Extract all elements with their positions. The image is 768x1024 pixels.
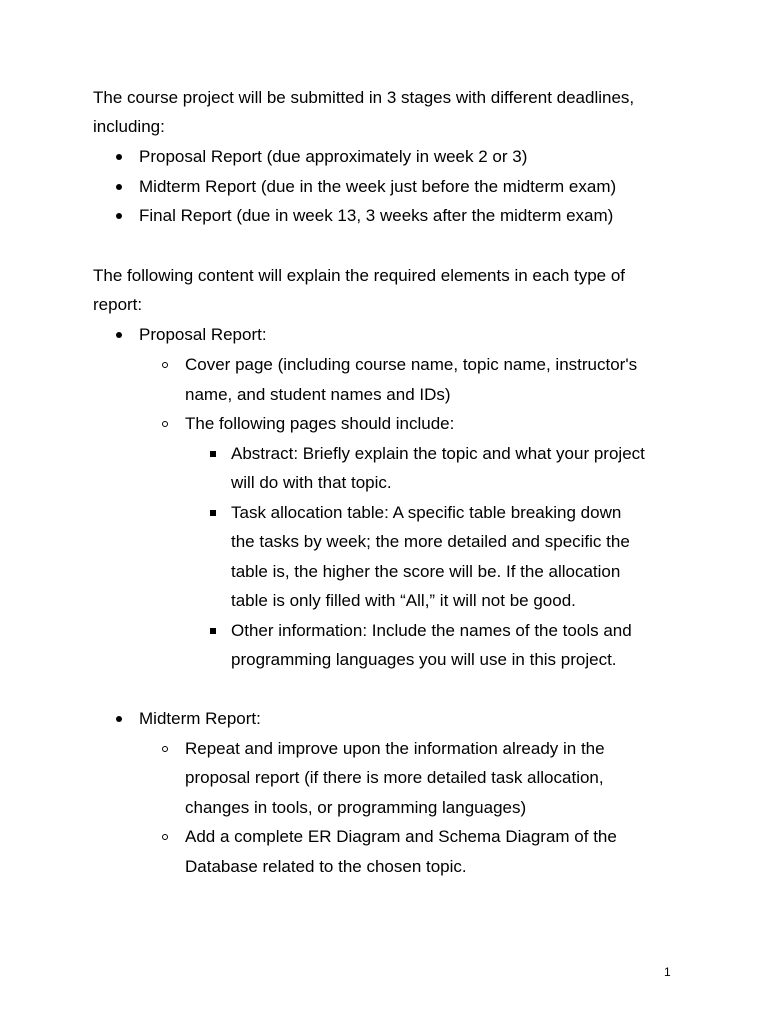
bullet-disc-icon — [116, 716, 122, 722]
proposal-task-line-3: table is, the higher the score will be. If the allocation — [231, 562, 621, 581]
midterm-add-line-2: Database related to the chosen topic. — [185, 857, 467, 876]
proposal-task-line-4: table is only filled with “All,” it will not be good. — [231, 591, 576, 610]
bullet-circle-icon — [162, 834, 168, 840]
proposal-other-line-2: programming languages you will use in this project. — [231, 650, 617, 669]
page-number: 1 — [664, 965, 671, 979]
stage-item-midterm: Midterm Report (due in the week just before the midterm exam) — [139, 177, 617, 196]
proposal-abstract-line-2: will do with that topic. — [231, 473, 392, 492]
midterm-repeat-line-1: Repeat and improve upon the information already in the — [185, 739, 605, 758]
stage-item-proposal: Proposal Report (due approximately in week 2 or 3) — [139, 147, 528, 166]
intro-line-1: The course project will be submitted in 3 stages with different deadlines, — [93, 88, 635, 107]
bullet-circle-icon — [162, 421, 168, 427]
intro-line-2: including: — [93, 117, 165, 136]
midterm-repeat-line-2: proposal report (if there is more detailed task allocation, — [185, 768, 604, 787]
stage-item-final: Final Report (due in week 13, 3 weeks after the midterm exam) — [139, 206, 614, 225]
bullet-disc-icon — [116, 154, 122, 160]
midterm-repeat-line-3: changes in tools, or programming languages) — [185, 798, 527, 817]
bullet-square-icon — [210, 628, 216, 634]
bullet-circle-icon — [162, 746, 168, 752]
bullet-square-icon — [210, 510, 216, 516]
bullet-disc-icon — [116, 332, 122, 338]
explain-line-2: report: — [93, 295, 143, 314]
proposal-cover-line-1: Cover page (including course name, topic name, instructor's — [185, 355, 638, 374]
proposal-following: The following pages should include: — [185, 414, 455, 433]
proposal-abstract-line-1: Abstract: Briefly explain the topic and what your project — [231, 444, 645, 463]
proposal-other-line-1: Other information: Include the names of the tools and — [231, 621, 632, 640]
proposal-task-line-2: the tasks by week; the more detailed and specific the — [231, 532, 630, 551]
proposal-task-line-1: Task allocation table: A specific table breaking down — [231, 503, 622, 522]
bullet-square-icon — [210, 451, 216, 457]
explain-line-1: The following content will explain the required elements in each type of — [93, 266, 626, 285]
proposal-cover-line-2: name, and student names and IDs) — [185, 385, 451, 404]
bullet-disc-icon — [116, 213, 122, 219]
bullet-disc-icon — [116, 184, 122, 190]
proposal-heading: Proposal Report: — [139, 325, 267, 344]
midterm-heading: Midterm Report: — [139, 709, 261, 728]
midterm-add-line-1: Add a complete ER Diagram and Schema Diagram of the — [185, 827, 617, 846]
bullet-circle-icon — [162, 362, 168, 368]
